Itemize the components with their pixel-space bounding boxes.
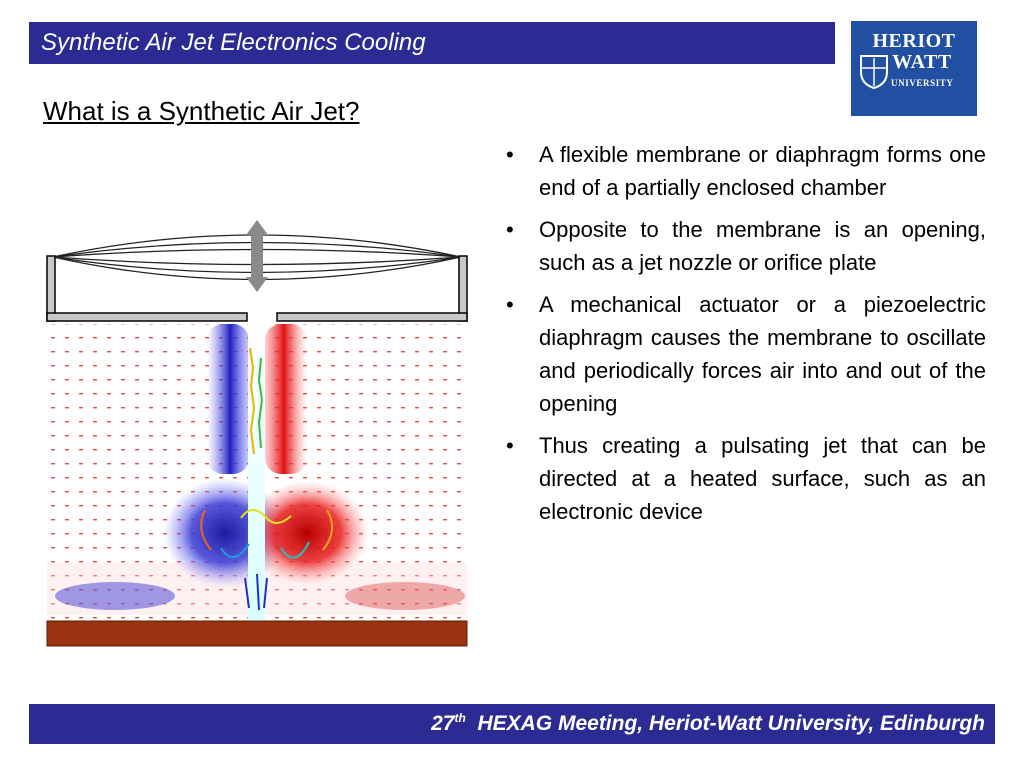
crest-icon	[859, 54, 889, 90]
footer-event: HEXAG Meeting, Heriot-Watt University, Edinburgh	[477, 712, 985, 735]
oscillation-arrow-icon	[246, 220, 268, 292]
bullet-item	[496, 429, 986, 528]
bullet-text: Opposite to the membrane is an opening, such as a jet nozzle or orifice plate	[539, 217, 986, 275]
heated-surface	[47, 621, 467, 646]
bullet-list	[496, 138, 986, 537]
bullet-text: Thus creating a pulsating jet that can be directed at a heated surface, such as an electronic device	[539, 433, 986, 524]
bullet-item	[496, 138, 986, 204]
bullet-item	[496, 213, 986, 279]
flow-field-plot	[47, 324, 467, 620]
bullet-item	[496, 288, 986, 420]
logo-text-university: UNIVERSITY	[891, 78, 954, 88]
footer-bar	[29, 704, 995, 744]
synthetic-jet-diagram	[45, 218, 469, 650]
footer-superscript: th	[454, 711, 466, 725]
bullet-symbol: •	[506, 217, 514, 242]
bullet-symbol: •	[506, 433, 514, 458]
footer-number: 27	[431, 712, 455, 735]
bullet-symbol: •	[506, 292, 514, 317]
bullet-symbol: •	[506, 142, 514, 167]
bullet-text: A flexible membrane or diaphragm forms one end of a partially enclosed chamber	[539, 142, 986, 200]
title-bar	[29, 22, 835, 64]
bullet-text: A mechanical actuator or a piezoelectric diaphragm causes the membrane to oscillate and periodically forces air into and out of the opening	[539, 292, 986, 416]
heriot-watt-logo	[851, 21, 977, 116]
slide-heading: What is a Synthetic Air Jet?	[43, 96, 360, 126]
slide-title: Synthetic Air Jet Electronics Cooling	[41, 29, 426, 56]
logo-text-watt: WATT	[892, 51, 952, 73]
logo-text-heriot: HERIOT	[872, 30, 956, 52]
footer-text	[431, 711, 985, 736]
